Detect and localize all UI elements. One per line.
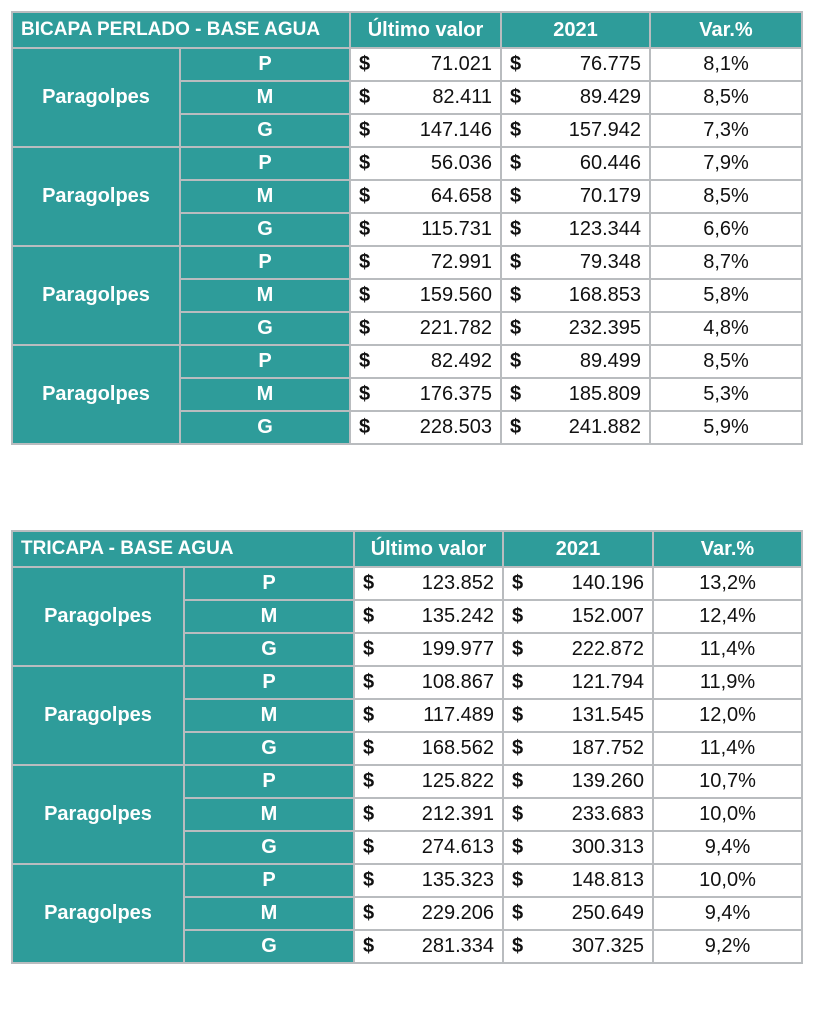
- currency-symbol: $: [359, 383, 371, 405]
- currency-symbol: $: [510, 119, 522, 141]
- last-value-cell: [354, 600, 503, 633]
- size-cell: M: [180, 180, 350, 213]
- year-2021-cell: [501, 345, 650, 378]
- last-value-amount: 147.146: [419, 119, 492, 141]
- currency-symbol: $: [510, 152, 522, 174]
- variation-cell: 8,7%: [650, 246, 802, 279]
- currency-symbol: $: [512, 803, 524, 825]
- currency-symbol: $: [359, 86, 371, 108]
- currency-symbol: $: [512, 737, 524, 759]
- variation-cell: 11,4%: [653, 732, 802, 765]
- column-header-variation: Var.%: [653, 531, 802, 567]
- currency-symbol: $: [510, 53, 522, 75]
- year-2021-cell: [501, 48, 650, 81]
- year-2021-amount: 307.325: [571, 935, 644, 957]
- last-value-cell: [350, 279, 501, 312]
- size-cell: G: [180, 114, 350, 147]
- variation-cell: 5,8%: [650, 279, 802, 312]
- table-body: [12, 48, 802, 444]
- currency-symbol: $: [512, 572, 524, 594]
- group-label: Paragolpes: [12, 567, 184, 666]
- year-2021-cell: [501, 279, 650, 312]
- year-2021-amount: 60.446: [579, 152, 641, 174]
- last-value-cell: [350, 345, 501, 378]
- year-2021-cell: [503, 633, 653, 666]
- variation-cell: 5,3%: [650, 378, 802, 411]
- year-2021-amount: 152.007: [571, 605, 644, 627]
- variation-cell: 8,5%: [650, 81, 802, 114]
- size-cell: P: [180, 246, 350, 279]
- year-2021-amount: 89.429: [579, 86, 641, 108]
- last-value-amount: 228.503: [419, 416, 492, 438]
- year-2021-cell: [503, 864, 653, 897]
- year-2021-cell: [501, 114, 650, 147]
- currency-symbol: $: [363, 770, 375, 792]
- last-value-amount: 117.489: [423, 704, 494, 726]
- last-value-cell: [354, 699, 503, 732]
- year-2021-cell: [501, 246, 650, 279]
- table-title: TRICAPA - BASE AGUA: [12, 531, 354, 567]
- year-2021-cell: [503, 567, 653, 600]
- last-value-cell: [350, 48, 501, 81]
- currency-symbol: $: [363, 737, 375, 759]
- year-2021-amount: 70.179: [579, 185, 641, 207]
- last-value-cell: [354, 930, 503, 963]
- year-2021-amount: 222.872: [571, 638, 644, 660]
- last-value-cell: [354, 798, 503, 831]
- table-row: [12, 765, 802, 798]
- year-2021-amount: 89.499: [579, 350, 641, 372]
- year-2021-amount: 140.196: [571, 572, 644, 594]
- size-cell: G: [184, 930, 354, 963]
- size-cell: P: [180, 345, 350, 378]
- variation-cell: 9,4%: [653, 897, 802, 930]
- last-value-cell: [354, 831, 503, 864]
- last-value-cell: [350, 213, 501, 246]
- currency-symbol: $: [510, 185, 522, 207]
- column-header-2021: 2021: [503, 531, 653, 567]
- size-cell: M: [180, 279, 350, 312]
- year-2021-amount: 139.260: [571, 770, 644, 792]
- last-value-amount: 159.560: [419, 284, 492, 306]
- currency-symbol: $: [510, 251, 522, 273]
- last-value-cell: [350, 312, 501, 345]
- year-2021-amount: 232.395: [568, 317, 641, 339]
- year-2021-cell: [503, 897, 653, 930]
- group-label: Paragolpes: [12, 48, 180, 147]
- table-row: [12, 345, 802, 378]
- year-2021-amount: 187.752: [571, 737, 644, 759]
- year-2021-cell: [503, 699, 653, 732]
- table-title: BICAPA PERLADO - BASE AGUA: [12, 12, 350, 48]
- year-2021-amount: 168.853: [568, 284, 641, 306]
- variation-cell: 8,5%: [650, 345, 802, 378]
- currency-symbol: $: [363, 902, 375, 924]
- year-2021-amount: 79.348: [579, 251, 641, 273]
- last-value-amount: 221.782: [419, 317, 492, 339]
- column-header-last-value: Último valor: [354, 531, 503, 567]
- variation-cell: 10,7%: [653, 765, 802, 798]
- year-2021-cell: [501, 312, 650, 345]
- table-row: [12, 666, 802, 699]
- variation-cell: 10,0%: [653, 864, 802, 897]
- currency-symbol: $: [363, 605, 375, 627]
- size-cell: M: [180, 378, 350, 411]
- currency-symbol: $: [363, 671, 375, 693]
- variation-cell: 13,2%: [653, 567, 802, 600]
- variation-cell: 8,5%: [650, 180, 802, 213]
- last-value-cell: [350, 180, 501, 213]
- year-2021-cell: [501, 378, 650, 411]
- currency-symbol: $: [363, 638, 375, 660]
- last-value-cell: [354, 633, 503, 666]
- size-cell: P: [184, 765, 354, 798]
- currency-symbol: $: [512, 770, 524, 792]
- year-2021-cell: [501, 180, 650, 213]
- last-value-amount: 64.658: [430, 185, 492, 207]
- variation-cell: 7,3%: [650, 114, 802, 147]
- table-body: [12, 567, 802, 963]
- size-cell: M: [180, 81, 350, 114]
- currency-symbol: $: [510, 383, 522, 405]
- year-2021-cell: [503, 600, 653, 633]
- last-value-cell: [354, 765, 503, 798]
- table-header-row: [12, 531, 802, 567]
- price-table-bicapa: [11, 11, 803, 445]
- group-label: Paragolpes: [12, 864, 184, 963]
- last-value-amount: 274.613: [421, 836, 494, 858]
- variation-cell: 4,8%: [650, 312, 802, 345]
- currency-symbol: $: [363, 935, 375, 957]
- variation-cell: 7,9%: [650, 147, 802, 180]
- size-cell: G: [184, 633, 354, 666]
- last-value-amount: 135.242: [421, 605, 494, 627]
- year-2021-amount: 148.813: [571, 869, 644, 891]
- size-cell: M: [184, 600, 354, 633]
- year-2021-amount: 300.313: [571, 836, 644, 858]
- currency-symbol: $: [512, 869, 524, 891]
- variation-cell: 11,9%: [653, 666, 802, 699]
- currency-symbol: $: [363, 803, 375, 825]
- currency-symbol: $: [510, 416, 522, 438]
- variation-cell: 6,6%: [650, 213, 802, 246]
- variation-cell: 12,0%: [653, 699, 802, 732]
- year-2021-cell: [501, 147, 650, 180]
- group-label: Paragolpes: [12, 345, 180, 444]
- year-2021-cell: [503, 930, 653, 963]
- size-cell: G: [184, 732, 354, 765]
- last-value-cell: [350, 411, 501, 444]
- currency-symbol: $: [359, 251, 371, 273]
- group-label: Paragolpes: [12, 666, 184, 765]
- currency-symbol: $: [359, 119, 371, 141]
- year-2021-cell: [501, 411, 650, 444]
- variation-cell: 9,2%: [653, 930, 802, 963]
- last-value-amount: 135.323: [421, 869, 494, 891]
- column-header-variation: Var.%: [650, 12, 802, 48]
- currency-symbol: $: [510, 218, 522, 240]
- last-value-cell: [354, 864, 503, 897]
- year-2021-amount: 241.882: [568, 416, 641, 438]
- table-row: [12, 147, 802, 180]
- last-value-cell: [350, 114, 501, 147]
- table-row: [12, 567, 802, 600]
- year-2021-cell: [503, 732, 653, 765]
- size-cell: G: [180, 213, 350, 246]
- currency-symbol: $: [359, 185, 371, 207]
- currency-symbol: $: [512, 902, 524, 924]
- currency-symbol: $: [510, 284, 522, 306]
- last-value-cell: [350, 147, 501, 180]
- last-value-cell: [354, 732, 503, 765]
- currency-symbol: $: [510, 86, 522, 108]
- last-value-amount: 123.852: [421, 572, 494, 594]
- currency-symbol: $: [512, 836, 524, 858]
- year-2021-cell: [501, 213, 650, 246]
- variation-cell: 9,4%: [653, 831, 802, 864]
- table-row: [12, 246, 802, 279]
- currency-symbol: $: [363, 869, 375, 891]
- size-cell: P: [180, 48, 350, 81]
- currency-symbol: $: [510, 350, 522, 372]
- year-2021-cell: [503, 765, 653, 798]
- variation-cell: 12,4%: [653, 600, 802, 633]
- currency-symbol: $: [512, 671, 524, 693]
- currency-symbol: $: [363, 704, 375, 726]
- size-cell: P: [184, 567, 354, 600]
- currency-symbol: $: [359, 317, 371, 339]
- currency-symbol: $: [359, 218, 371, 240]
- table-header-row: [12, 12, 802, 48]
- column-header-2021: 2021: [501, 12, 650, 48]
- currency-symbol: $: [512, 935, 524, 957]
- year-2021-cell: [503, 831, 653, 864]
- group-label: Paragolpes: [12, 765, 184, 864]
- variation-cell: 11,4%: [653, 633, 802, 666]
- currency-symbol: $: [512, 704, 524, 726]
- last-value-cell: [350, 378, 501, 411]
- year-2021-cell: [501, 81, 650, 114]
- year-2021-amount: 185.809: [568, 383, 641, 405]
- last-value-amount: 168.562: [421, 737, 494, 759]
- year-2021-amount: 76.775: [579, 53, 641, 75]
- last-value-amount: 115.731: [421, 218, 492, 240]
- currency-symbol: $: [359, 416, 371, 438]
- year-2021-cell: [503, 666, 653, 699]
- year-2021-amount: 131.545: [571, 704, 644, 726]
- last-value-amount: 56.036: [430, 152, 492, 174]
- currency-symbol: $: [512, 605, 524, 627]
- table-row: [12, 864, 802, 897]
- last-value-amount: 176.375: [419, 383, 492, 405]
- last-value-cell: [354, 666, 503, 699]
- column-header-last-value: Último valor: [350, 12, 501, 48]
- year-2021-amount: 233.683: [571, 803, 644, 825]
- last-value-amount: 199.977: [421, 638, 494, 660]
- last-value-cell: [350, 81, 501, 114]
- last-value-amount: 229.206: [421, 902, 494, 924]
- currency-symbol: $: [359, 284, 371, 306]
- last-value-amount: 82.492: [430, 350, 492, 372]
- variation-cell: 8,1%: [650, 48, 802, 81]
- table-row: [12, 48, 802, 81]
- last-value-amount: 108.867: [421, 671, 494, 693]
- size-cell: M: [184, 798, 354, 831]
- year-2021-amount: 121.794: [571, 671, 644, 693]
- year-2021-amount: 157.942: [568, 119, 641, 141]
- price-table-tricapa: [11, 530, 803, 964]
- size-cell: G: [184, 831, 354, 864]
- last-value-cell: [354, 567, 503, 600]
- last-value-cell: [350, 246, 501, 279]
- size-cell: P: [184, 864, 354, 897]
- currency-symbol: $: [363, 572, 375, 594]
- last-value-amount: 82.411: [432, 86, 492, 108]
- year-2021-cell: [503, 798, 653, 831]
- year-2021-amount: 250.649: [571, 902, 644, 924]
- size-cell: M: [184, 699, 354, 732]
- size-cell: G: [180, 411, 350, 444]
- last-value-cell: [354, 897, 503, 930]
- last-value-amount: 212.391: [421, 803, 494, 825]
- size-cell: G: [180, 312, 350, 345]
- currency-symbol: $: [359, 350, 371, 372]
- size-cell: P: [180, 147, 350, 180]
- size-cell: M: [184, 897, 354, 930]
- variation-cell: 10,0%: [653, 798, 802, 831]
- last-value-amount: 72.991: [430, 251, 492, 273]
- currency-symbol: $: [510, 317, 522, 339]
- currency-symbol: $: [363, 836, 375, 858]
- variation-cell: 5,9%: [650, 411, 802, 444]
- group-label: Paragolpes: [12, 147, 180, 246]
- currency-symbol: $: [359, 152, 371, 174]
- group-label: Paragolpes: [12, 246, 180, 345]
- size-cell: P: [184, 666, 354, 699]
- last-value-amount: 71.021: [430, 53, 492, 75]
- year-2021-amount: 123.344: [568, 218, 641, 240]
- currency-symbol: $: [359, 53, 371, 75]
- currency-symbol: $: [512, 638, 524, 660]
- last-value-amount: 125.822: [421, 770, 494, 792]
- last-value-amount: 281.334: [421, 935, 494, 957]
